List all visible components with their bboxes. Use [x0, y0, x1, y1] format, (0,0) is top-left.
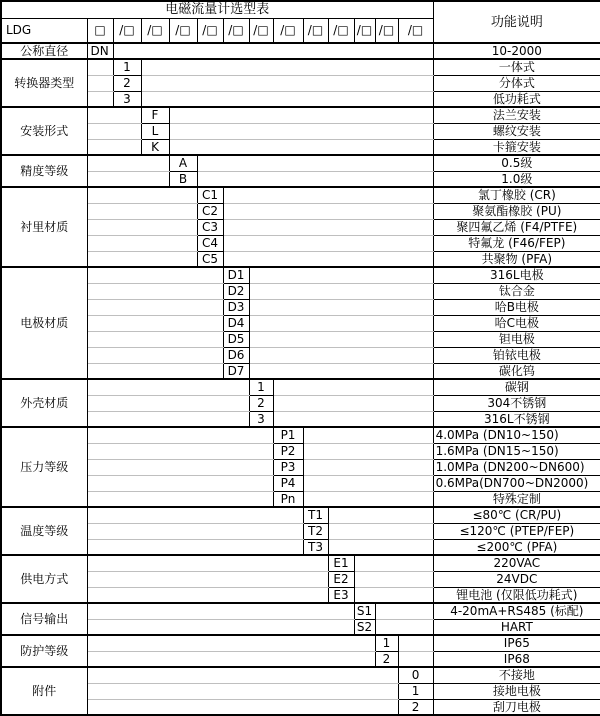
table-row — [1, 539, 600, 555]
spacer-cell — [87, 379, 249, 395]
table-row — [1, 139, 600, 155]
desc-cell: 钛合金 — [433, 283, 600, 299]
spacer-cell — [87, 523, 303, 539]
code-cell: C1 — [197, 187, 223, 203]
code-cell: Pn — [273, 491, 303, 507]
desc-cell: 304不锈钢 — [433, 395, 600, 411]
desc-cell: 特氟龙 (F46/FEP) — [433, 235, 600, 251]
spacer-cell — [354, 587, 433, 603]
spacer-cell — [197, 155, 433, 171]
code-cell: L — [141, 123, 169, 139]
desc-cell: 316L不锈钢 — [433, 411, 600, 427]
spacer-cell — [87, 395, 249, 411]
code-cell: A — [169, 155, 197, 171]
desc-cell: 卡箍安装 — [433, 139, 600, 155]
table-row — [1, 587, 600, 603]
table-row — [1, 635, 600, 651]
table-row — [1, 571, 600, 587]
table-row — [1, 267, 600, 283]
model-slash-box-cell: /□ — [223, 18, 249, 43]
desc-cell: 4.0MPa (DN10~150) — [433, 427, 600, 443]
spacer-cell — [87, 123, 141, 139]
table-row — [1, 683, 600, 699]
table-row — [1, 443, 600, 459]
model-slash-box-cell: /□ — [303, 18, 328, 43]
code-cell: 1 — [113, 59, 141, 75]
code-cell: D7 — [223, 363, 249, 379]
spacer-cell — [87, 603, 354, 619]
code-cell: 3 — [113, 91, 141, 107]
desc-cell: 220VAC — [433, 555, 600, 571]
code-cell: P3 — [273, 459, 303, 475]
category-label: 信号输出 — [1, 603, 87, 635]
desc-cell: 不接地 — [433, 667, 600, 683]
spacer-cell — [169, 123, 433, 139]
spacer-cell — [141, 75, 433, 91]
desc-cell: 碳化钨 — [433, 363, 600, 379]
desc-cell: 法兰安装 — [433, 107, 600, 123]
table-row — [1, 363, 600, 379]
spacer-cell — [249, 299, 433, 315]
spacer-cell — [328, 539, 433, 555]
desc-cell: 铂铱电极 — [433, 347, 600, 363]
spacer-cell — [223, 203, 433, 219]
model-slash-box-cell: /□ — [169, 18, 197, 43]
spacer-cell — [141, 91, 433, 107]
code-cell: E3 — [328, 587, 354, 603]
desc-cell: 钽电极 — [433, 331, 600, 347]
spacer-cell — [169, 107, 433, 123]
spacer-cell — [273, 411, 433, 427]
spacer-cell — [87, 443, 273, 459]
spacer-cell — [87, 571, 328, 587]
spacer-cell — [197, 171, 433, 187]
code-cell: 1 — [249, 379, 273, 395]
desc-cell: 4-20mA+RS485 (标配) — [433, 603, 600, 619]
code-cell: D3 — [223, 299, 249, 315]
spacer-cell — [375, 619, 433, 635]
spacer-cell — [87, 635, 375, 651]
table-row — [1, 91, 600, 107]
table-row — [1, 347, 600, 363]
code-cell: 1 — [398, 683, 433, 699]
page-title: 电磁流量计选型表 — [1, 1, 433, 18]
code-cell: P1 — [273, 427, 303, 443]
spacer-cell — [87, 299, 223, 315]
table-row — [1, 251, 600, 267]
table-row — [1, 155, 600, 171]
code-cell: 2 — [249, 395, 273, 411]
table-row — [1, 299, 600, 315]
spacer-cell — [87, 331, 223, 347]
category-label: 温度等级 — [1, 507, 87, 555]
spacer-cell — [87, 363, 223, 379]
category-label: 转换器类型 — [1, 59, 87, 107]
desc-cell: 24VDC — [433, 571, 600, 587]
category-label: 压力等级 — [1, 427, 87, 507]
table-row — [1, 107, 600, 123]
spacer-cell — [249, 267, 433, 283]
table-row — [1, 187, 600, 203]
spacer-cell — [169, 139, 433, 155]
category-label: 精度等级 — [1, 155, 87, 187]
desc-cell: IP68 — [433, 651, 600, 667]
category-label: 附件 — [1, 667, 87, 715]
model-prefix: LDG — [1, 18, 87, 43]
code-cell: E2 — [328, 571, 354, 587]
desc-column-header: 功能说明 — [490, 14, 543, 30]
table-row — [1, 395, 600, 411]
spacer-cell — [87, 427, 273, 443]
table-row — [1, 619, 600, 635]
desc-cell: 一体式 — [433, 59, 600, 75]
code-cell: 0 — [398, 667, 433, 683]
spacer-cell — [328, 507, 433, 523]
model-slash-box-cell: /□ — [113, 18, 141, 43]
spacer-cell — [87, 555, 328, 571]
desc-cell: 1.6MPa (DN15~150) — [433, 443, 600, 459]
spacer-cell — [249, 347, 433, 363]
spacer-cell — [273, 395, 433, 411]
desc-cell: ≤200℃ (PFA) — [433, 539, 600, 555]
code-cell: T3 — [303, 539, 328, 555]
table-row — [1, 411, 600, 427]
code-cell: E1 — [328, 555, 354, 571]
spacer-cell — [87, 347, 223, 363]
spacer-cell — [87, 651, 375, 667]
desc-cell: 聚四氟乙烯 (F4/PTFE) — [433, 219, 600, 235]
spacer-cell — [303, 459, 433, 475]
category-label: 电极材质 — [1, 267, 87, 379]
code-cell: C5 — [197, 251, 223, 267]
desc-cell: 哈C电极 — [433, 315, 600, 331]
table-row — [1, 651, 600, 667]
code-cell: DN — [87, 43, 113, 59]
desc-cell: 分体式 — [433, 75, 600, 91]
desc-cell: IP65 — [433, 635, 600, 651]
spacer-cell — [87, 75, 113, 91]
code-cell: 2 — [398, 699, 433, 715]
desc-cell: 特殊定制 — [433, 491, 600, 507]
category-label: 供电方式 — [1, 555, 87, 603]
model-slash-box-cell: /□ — [328, 18, 354, 43]
table-row — [1, 459, 600, 475]
spacer-cell — [87, 491, 273, 507]
spacer-cell — [87, 203, 197, 219]
code-cell: D5 — [223, 331, 249, 347]
spacer-cell — [354, 555, 433, 571]
spacer-cell — [87, 267, 223, 283]
table-row — [1, 283, 600, 299]
table-row — [1, 59, 600, 75]
spacer-cell — [249, 363, 433, 379]
spacer-cell — [87, 683, 398, 699]
table-row — [1, 43, 600, 59]
table-row — [1, 203, 600, 219]
model-slash-box-cell: /□ — [197, 18, 223, 43]
category-label: 安装形式 — [1, 107, 87, 155]
code-cell: C3 — [197, 219, 223, 235]
code-cell: 1 — [375, 635, 398, 651]
category-label: 防护等级 — [1, 635, 87, 667]
desc-cell: HART — [433, 619, 600, 635]
code-cell: 2 — [113, 75, 141, 91]
spacer-cell — [249, 283, 433, 299]
desc-cell: 1.0级 — [433, 171, 600, 187]
category-label: 衬里材质 — [1, 187, 87, 267]
model-slash-box-cell: /□ — [354, 18, 375, 43]
code-cell: P4 — [273, 475, 303, 491]
table-row — [1, 75, 600, 91]
desc-cell: 0.6MPa(DN700~DN2000) — [433, 475, 600, 491]
spacer-cell — [303, 491, 433, 507]
model-box-cell: □ — [87, 18, 113, 43]
model-slash-box-cell: /□ — [375, 18, 398, 43]
code-cell: D2 — [223, 283, 249, 299]
spacer-cell — [87, 139, 141, 155]
model-slash-box-cell: /□ — [249, 18, 273, 43]
spacer-cell — [87, 219, 197, 235]
spacer-cell — [87, 587, 328, 603]
table-row — [1, 379, 600, 395]
table-row — [1, 667, 600, 683]
spacer-cell — [375, 603, 433, 619]
desc-cell: 聚氨酯橡胶 (PU) — [433, 203, 600, 219]
code-cell: 3 — [249, 411, 273, 427]
spacer-cell — [249, 315, 433, 331]
spacer-cell — [87, 59, 113, 75]
code-cell: B — [169, 171, 197, 187]
table-row — [1, 475, 600, 491]
spacer-cell — [398, 651, 433, 667]
code-cell: S1 — [354, 603, 375, 619]
table-row — [1, 123, 600, 139]
category-label: 外壳材质 — [1, 379, 87, 427]
spacer-cell — [87, 507, 303, 523]
code-cell: S2 — [354, 619, 375, 635]
spacer-cell — [223, 235, 433, 251]
table-row — [1, 219, 600, 235]
desc-cell: 哈B电极 — [433, 299, 600, 315]
code-cell: D1 — [223, 267, 249, 283]
code-cell: P2 — [273, 443, 303, 459]
desc-cell: 316L电极 — [433, 267, 600, 283]
desc-cell: ≤120℃ (PTEP/FEP) — [433, 523, 600, 539]
table-row — [1, 315, 600, 331]
spacer-cell — [87, 283, 223, 299]
code-cell: C4 — [197, 235, 223, 251]
spacer-cell — [223, 219, 433, 235]
spacer-cell — [223, 187, 433, 203]
table-row — [1, 699, 600, 715]
spacer-cell — [87, 459, 273, 475]
spacer-cell — [249, 331, 433, 347]
spacer-cell — [87, 619, 354, 635]
spacer-cell — [87, 539, 303, 555]
desc-cell: 0.5级 — [433, 155, 600, 171]
model-slash-box-cell: /□ — [141, 18, 169, 43]
code-cell: D6 — [223, 347, 249, 363]
desc-cell: 10-2000 — [433, 43, 600, 59]
desc-cell: 接地电极 — [433, 683, 600, 699]
spacer-cell — [87, 475, 273, 491]
spacer-cell — [87, 699, 398, 715]
table-row — [1, 331, 600, 347]
spacer-cell — [87, 107, 141, 123]
table-row — [1, 523, 600, 539]
category-label: 公称直径 — [1, 43, 87, 59]
model-slash-box-cell: /□ — [398, 18, 433, 43]
code-cell: T1 — [303, 507, 328, 523]
code-cell: D4 — [223, 315, 249, 331]
table-row — [1, 171, 600, 187]
code-cell: F — [141, 107, 169, 123]
desc-cell: 低功耗式 — [433, 91, 600, 107]
table-row — [1, 507, 600, 523]
table-row — [1, 555, 600, 571]
spacer-cell — [303, 475, 433, 491]
desc-cell: 氯丁橡胶 (CR) — [433, 187, 600, 203]
spacer-cell — [87, 235, 197, 251]
spacer-cell — [398, 635, 433, 651]
spacer-cell — [223, 251, 433, 267]
code-cell: 2 — [375, 651, 398, 667]
code-cell: C2 — [197, 203, 223, 219]
code-cell: K — [141, 139, 169, 155]
desc-cell: 碳钢 — [433, 379, 600, 395]
spacer-cell — [87, 155, 169, 171]
code-cell: T2 — [303, 523, 328, 539]
spacer-cell — [87, 411, 249, 427]
spacer-cell — [303, 443, 433, 459]
table-row — [1, 603, 600, 619]
spacer-cell — [328, 523, 433, 539]
spacer-cell — [87, 315, 223, 331]
table-row — [1, 235, 600, 251]
desc-cell: ≤80℃ (CR/PU) — [433, 507, 600, 523]
title-row — [1, 1, 600, 18]
spacer-cell — [87, 667, 398, 683]
spacer-cell — [87, 91, 113, 107]
table-row — [1, 491, 600, 507]
desc-cell: 1.0MPa (DN200~DN600) — [433, 459, 600, 475]
spacer-cell — [273, 379, 433, 395]
table-row — [1, 427, 600, 443]
spacer-cell — [87, 171, 169, 187]
desc-cell: 锂电池 (仅限低功耗式) — [433, 587, 600, 603]
desc-cell: 螺纹安装 — [433, 123, 600, 139]
model-slash-box-cell: /□ — [273, 18, 303, 43]
spacer-cell — [303, 427, 433, 443]
spacer-cell — [87, 187, 197, 203]
spacer-cell — [113, 43, 433, 59]
desc-cell: 共聚物 (PFA) — [433, 251, 600, 267]
spacer-cell — [141, 59, 433, 75]
spacer-cell — [354, 571, 433, 587]
spacer-cell — [87, 251, 197, 267]
desc-cell: 刮刀电极 — [433, 699, 600, 715]
